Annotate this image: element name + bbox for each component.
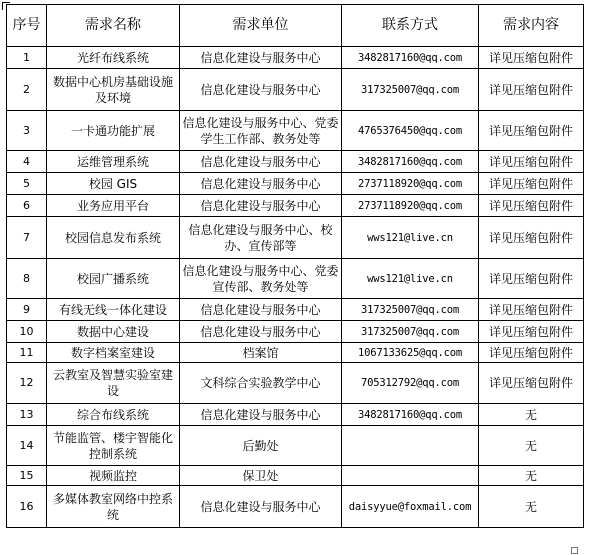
cell-content: 无 xyxy=(479,426,584,466)
cell-contact: 317325007@qq.com xyxy=(342,299,479,321)
cell-contact: 317325007@qq.com xyxy=(342,321,479,343)
cell-content: 无 xyxy=(479,466,584,486)
table-row xyxy=(7,111,584,151)
cell-index: 8 xyxy=(7,259,47,299)
table-resize-handle[interactable] xyxy=(571,547,578,554)
cell-index: 12 xyxy=(7,363,47,404)
cell-name: 运维管理系统 xyxy=(47,151,180,173)
cell-content: 详见压缩包附件 xyxy=(479,363,584,404)
cell-content: 详见压缩包附件 xyxy=(479,111,584,151)
table-row xyxy=(7,321,584,343)
cell-index: 2 xyxy=(7,69,47,111)
cell-unit: 信息化建设与服务中心 xyxy=(180,321,342,343)
table-row xyxy=(7,217,584,259)
cell-contact: 3482817160@qq.com xyxy=(342,47,479,69)
cell-index: 6 xyxy=(7,195,47,217)
cell-contact xyxy=(342,426,479,466)
cell-unit: 信息化建设与服务中心 xyxy=(180,151,342,173)
cell-unit: 后勤处 xyxy=(180,426,342,466)
table-row xyxy=(7,195,584,217)
cell-index: 5 xyxy=(7,173,47,195)
cell-unit: 信息化建设与服务中心 xyxy=(180,404,342,426)
cell-unit: 信息化建设与服务中心、党委宣传部、教务处等 xyxy=(180,259,342,299)
cell-index: 11 xyxy=(7,343,47,363)
table-row xyxy=(7,47,584,69)
cell-contact: 3482817160@qq.com xyxy=(342,151,479,173)
cell-name: 数据中心建设 xyxy=(47,321,180,343)
cell-name: 节能监管、楼宇智能化控制系统 xyxy=(47,426,180,466)
header-unit: 需求单位 xyxy=(180,5,342,47)
cell-name: 一卡通功能扩展 xyxy=(47,111,180,151)
cell-content: 详见压缩包附件 xyxy=(479,321,584,343)
cell-content: 详见压缩包附件 xyxy=(479,173,584,195)
cell-content: 无 xyxy=(479,486,584,528)
cell-name: 综合布线系统 xyxy=(47,404,180,426)
table-row xyxy=(7,259,584,299)
cell-contact: daisyyue@foxmail.com xyxy=(342,486,479,528)
cell-name: 有线无线一体化建设 xyxy=(47,299,180,321)
cell-content: 详见压缩包附件 xyxy=(479,343,584,363)
cell-contact: 1067133625@qq.com xyxy=(342,343,479,363)
cell-contact: 2737118920@qq.com xyxy=(342,195,479,217)
table-row xyxy=(7,363,584,404)
cell-name: 数字档案室建设 xyxy=(47,343,180,363)
cell-name: 校园信息发布系统 xyxy=(47,217,180,259)
table-row xyxy=(7,69,584,111)
table-row xyxy=(7,404,584,426)
requirements-table-wrapper xyxy=(6,4,584,528)
cell-content: 详见压缩包附件 xyxy=(479,299,584,321)
cell-content: 详见压缩包附件 xyxy=(479,217,584,259)
cell-unit: 信息化建设与服务中心 xyxy=(180,299,342,321)
cell-contact: 4765376450@qq.com xyxy=(342,111,479,151)
table-row xyxy=(7,343,584,363)
cell-index: 15 xyxy=(7,466,47,486)
header-index: 序号 xyxy=(7,5,47,47)
header-content: 需求内容 xyxy=(479,5,584,47)
table-row xyxy=(7,151,584,173)
cell-content: 详见压缩包附件 xyxy=(479,151,584,173)
table-row xyxy=(7,173,584,195)
cell-index: 7 xyxy=(7,217,47,259)
cell-unit: 信息化建设与服务中心 xyxy=(180,69,342,111)
cell-name: 云教室及智慧实验室建设 xyxy=(47,363,180,404)
cell-index: 3 xyxy=(7,111,47,151)
table-row xyxy=(7,426,584,466)
cell-name: 数据中心机房基础设施及环境 xyxy=(47,69,180,111)
cell-unit: 信息化建设与服务中心、党委学生工作部、教务处等 xyxy=(180,111,342,151)
cell-name: 多媒体教室网络中控系统 xyxy=(47,486,180,528)
cell-name: 光纤布线系统 xyxy=(47,47,180,69)
table-row xyxy=(7,466,584,486)
cell-unit: 信息化建设与服务中心 xyxy=(180,173,342,195)
cell-unit: 信息化建设与服务中心 xyxy=(180,195,342,217)
requirements-table xyxy=(6,4,584,528)
cell-index: 16 xyxy=(7,486,47,528)
cell-name: 业务应用平台 xyxy=(47,195,180,217)
cell-unit: 文科综合实验教学中心 xyxy=(180,363,342,404)
cell-name: 校园 GIS xyxy=(47,173,180,195)
cell-index: 4 xyxy=(7,151,47,173)
cell-index: 13 xyxy=(7,404,47,426)
cell-index: 14 xyxy=(7,426,47,466)
cell-contact xyxy=(342,466,479,486)
cell-contact: wws121@live.cn xyxy=(342,259,479,299)
cell-contact: 2737118920@qq.com xyxy=(342,173,479,195)
cell-content: 详见压缩包附件 xyxy=(479,259,584,299)
cell-index: 9 xyxy=(7,299,47,321)
cell-unit: 信息化建设与服务中心 xyxy=(180,47,342,69)
cell-index: 10 xyxy=(7,321,47,343)
header-name: 需求名称 xyxy=(47,5,180,47)
header-row xyxy=(7,5,584,47)
table-body xyxy=(7,47,584,528)
cell-unit: 档案馆 xyxy=(180,343,342,363)
cell-name: 校园广播系统 xyxy=(47,259,180,299)
cell-unit: 信息化建设与服务中心、校办、宣传部等 xyxy=(180,217,342,259)
cell-content: 详见压缩包附件 xyxy=(479,195,584,217)
cell-contact: 705312792@qq.com xyxy=(342,363,479,404)
cell-content: 详见压缩包附件 xyxy=(479,69,584,111)
cell-contact: 317325007@qq.com xyxy=(342,69,479,111)
cell-content: 无 xyxy=(479,404,584,426)
header-contact: 联系方式 xyxy=(342,5,479,47)
cell-content: 详见压缩包附件 xyxy=(479,47,584,69)
table-row xyxy=(7,299,584,321)
table-row xyxy=(7,486,584,528)
cell-index: 1 xyxy=(7,47,47,69)
cell-name: 视频监控 xyxy=(47,466,180,486)
cell-contact: 3482817160@qq.com xyxy=(342,404,479,426)
cell-unit: 信息化建设与服务中心 xyxy=(180,486,342,528)
cell-contact: wws121@live.cn xyxy=(342,217,479,259)
cell-unit: 保卫处 xyxy=(180,466,342,486)
